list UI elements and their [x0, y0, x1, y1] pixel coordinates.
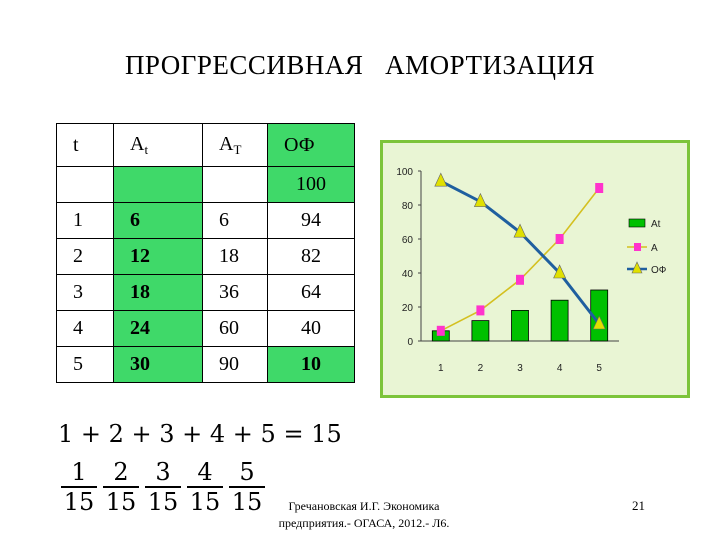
source-credit-line: Гречановская И.Г. Экономика: [288, 499, 440, 513]
legend-marker-of: [632, 262, 642, 273]
fraction: [184, 458, 226, 516]
point-a: [516, 275, 524, 285]
header-t: [57, 124, 114, 167]
point-a: [476, 305, 484, 315]
table-cell-of: 10: [268, 347, 355, 383]
series-line-a: [441, 188, 599, 331]
table-cell-t: 3: [57, 275, 114, 311]
bar-at: [512, 310, 529, 341]
fraction-numerator: 3: [145, 458, 181, 488]
legend-marker-a: [634, 243, 641, 251]
table-row: [57, 347, 355, 383]
fraction-list: [58, 458, 268, 516]
bar-at: [472, 321, 489, 341]
bar-at: [551, 300, 568, 341]
table-cell: [203, 167, 268, 203]
table-cell-of: 82: [268, 239, 355, 275]
point-a: [437, 326, 445, 336]
table-cell-at: 24: [114, 311, 203, 347]
table-cell-at: 30: [114, 347, 203, 383]
table-cell-t: 1: [57, 203, 114, 239]
fraction-denominator: 15: [231, 488, 263, 516]
legend-label-a: A: [651, 243, 658, 254]
page-number: 21: [632, 498, 645, 513]
header-aT-sub: T: [233, 141, 242, 157]
table-cell-at: 12: [114, 239, 203, 275]
source-credit-line: предприятия.- ОГАСА, 2012.- Л6.: [278, 516, 450, 530]
table-row: [57, 239, 355, 275]
table-cell-t: 2: [57, 239, 114, 275]
legend-label-at: At: [651, 219, 661, 230]
x-tick-label: 5: [596, 363, 602, 374]
table-cell-aT: 90: [203, 347, 268, 383]
point-of: [435, 173, 447, 186]
table-cell-of: 64: [268, 275, 355, 311]
legend-label-of: ОФ: [651, 265, 667, 276]
table-cell-at: 18: [114, 275, 203, 311]
table-cell: [57, 167, 114, 203]
fraction-numerator: 2: [103, 458, 139, 488]
table-row: [57, 203, 355, 239]
x-tick-label: 3: [517, 363, 523, 374]
header-aT-label: A: [219, 132, 234, 155]
table-cell-at: 6: [114, 203, 203, 239]
y-tick-label: 100: [396, 167, 413, 178]
series-line-of: [441, 181, 599, 324]
table-row: [57, 311, 355, 347]
fraction-denominator: 15: [63, 488, 95, 516]
amortization-table: [56, 123, 355, 383]
header-t-label: t: [73, 133, 79, 156]
fraction-numerator: 4: [187, 458, 223, 488]
header-of: [268, 124, 355, 167]
table-cell: [114, 167, 203, 203]
table-cell-t: 4: [57, 311, 114, 347]
table-row: [57, 275, 355, 311]
legend-swatch-at: [629, 219, 645, 227]
y-tick-label: 60: [401, 235, 413, 246]
y-tick-label: 0: [407, 337, 413, 348]
source-credit: [248, 498, 480, 532]
table-cell-aT: 36: [203, 275, 268, 311]
point-a: [556, 234, 564, 244]
x-tick-label: 1: [438, 363, 444, 374]
fraction-numerator: 5: [229, 458, 265, 488]
table-cell-of: 94: [268, 203, 355, 239]
fraction: [142, 458, 184, 516]
fraction: [58, 458, 100, 516]
page-title: ПРОГРЕССИВНАЯ АМОРТИЗАЦИЯ: [124, 50, 596, 80]
table-cell-t: 5: [57, 347, 114, 383]
header-at: [114, 124, 203, 167]
fraction-denominator: 15: [105, 488, 137, 516]
amortization-chart: [383, 143, 687, 395]
point-a: [595, 183, 603, 193]
x-tick-label: 4: [556, 363, 563, 374]
fraction-numerator: 1: [61, 458, 97, 488]
fraction-denominator: 15: [189, 488, 221, 516]
header-aT: [203, 124, 268, 167]
header-of-label: ОФ: [284, 133, 315, 156]
table-cell-initial-of: 100: [268, 167, 355, 203]
table-cell-aT: 60: [203, 311, 268, 347]
sum-formula: 1 + 2 + 3 + 4 + 5 = 15: [58, 420, 342, 448]
y-tick-label: 80: [401, 201, 413, 212]
y-tick-label: 20: [401, 303, 413, 314]
table-cell-aT: 6: [203, 203, 268, 239]
table-header-row: [57, 124, 355, 167]
header-at-label: A: [130, 132, 145, 155]
table-row-initial: [57, 167, 355, 203]
header-at-sub: t: [144, 141, 149, 157]
table-cell-aT: 18: [203, 239, 268, 275]
table-cell-of: 40: [268, 311, 355, 347]
y-tick-label: 40: [401, 269, 413, 280]
fraction: [100, 458, 142, 516]
chart-panel: [380, 140, 690, 398]
x-tick-label: 2: [477, 363, 484, 374]
fraction-denominator: 15: [147, 488, 179, 516]
